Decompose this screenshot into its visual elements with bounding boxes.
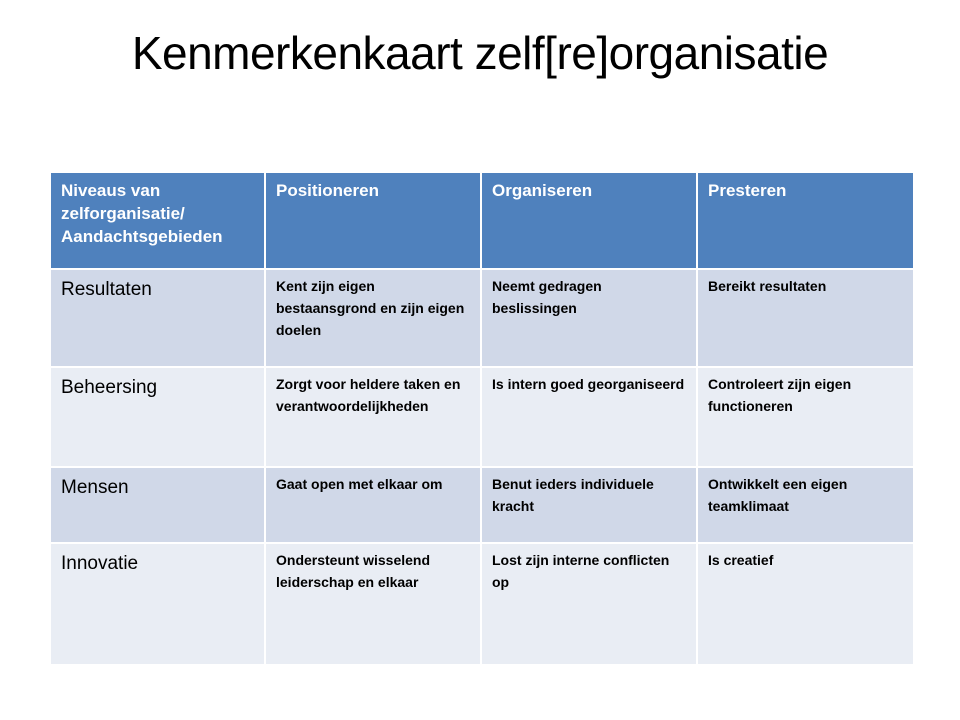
table-row	[50, 467, 914, 543]
header-organiseren: Organiseren	[481, 172, 697, 269]
slide-title: Kenmerkenkaart zelf[re]organisatie	[131, 27, 829, 79]
table-cell: Lost zijn interne conflicten op	[481, 543, 697, 665]
table-cell: Gaat open met elkaar om	[265, 467, 481, 543]
table-cell: Neemt gedragen beslissingen	[481, 269, 697, 367]
table-row	[50, 269, 914, 367]
row-label-mensen: Mensen	[50, 467, 265, 543]
table-cell: Zorgt voor heldere taken en verantwoordelijkheden	[265, 367, 481, 467]
table-cell: Kent zijn eigen bestaansgrond en zijn eigen doelen	[265, 269, 481, 367]
header-levels-areas: Niveaus van zelforganisatie/ Aandachtsgebieden	[50, 172, 265, 269]
table-cell: Ontwikkelt een eigen teamklimaat	[697, 467, 914, 543]
table-cell: Controleert zijn eigen functioneren	[697, 367, 914, 467]
row-label-innovatie: Innovatie	[50, 543, 265, 665]
table-cell: Bereikt resultaten	[697, 269, 914, 367]
row-label-resultaten: Resultaten	[50, 269, 265, 367]
table-cell: Is intern goed georganiseerd	[481, 367, 697, 467]
characteristics-table	[49, 171, 915, 666]
table-row	[50, 543, 914, 665]
table-header-row	[50, 172, 914, 269]
row-label-beheersing: Beheersing	[50, 367, 265, 467]
table-cell: Ondersteunt wisselend leiderschap en elkaar	[265, 543, 481, 665]
header-presteren: Presteren	[697, 172, 914, 269]
table-row	[50, 367, 914, 467]
table-cell: Is creatief	[697, 543, 914, 665]
header-positioneren: Positioneren	[265, 172, 481, 269]
table-cell: Benut ieders individuele kracht	[481, 467, 697, 543]
